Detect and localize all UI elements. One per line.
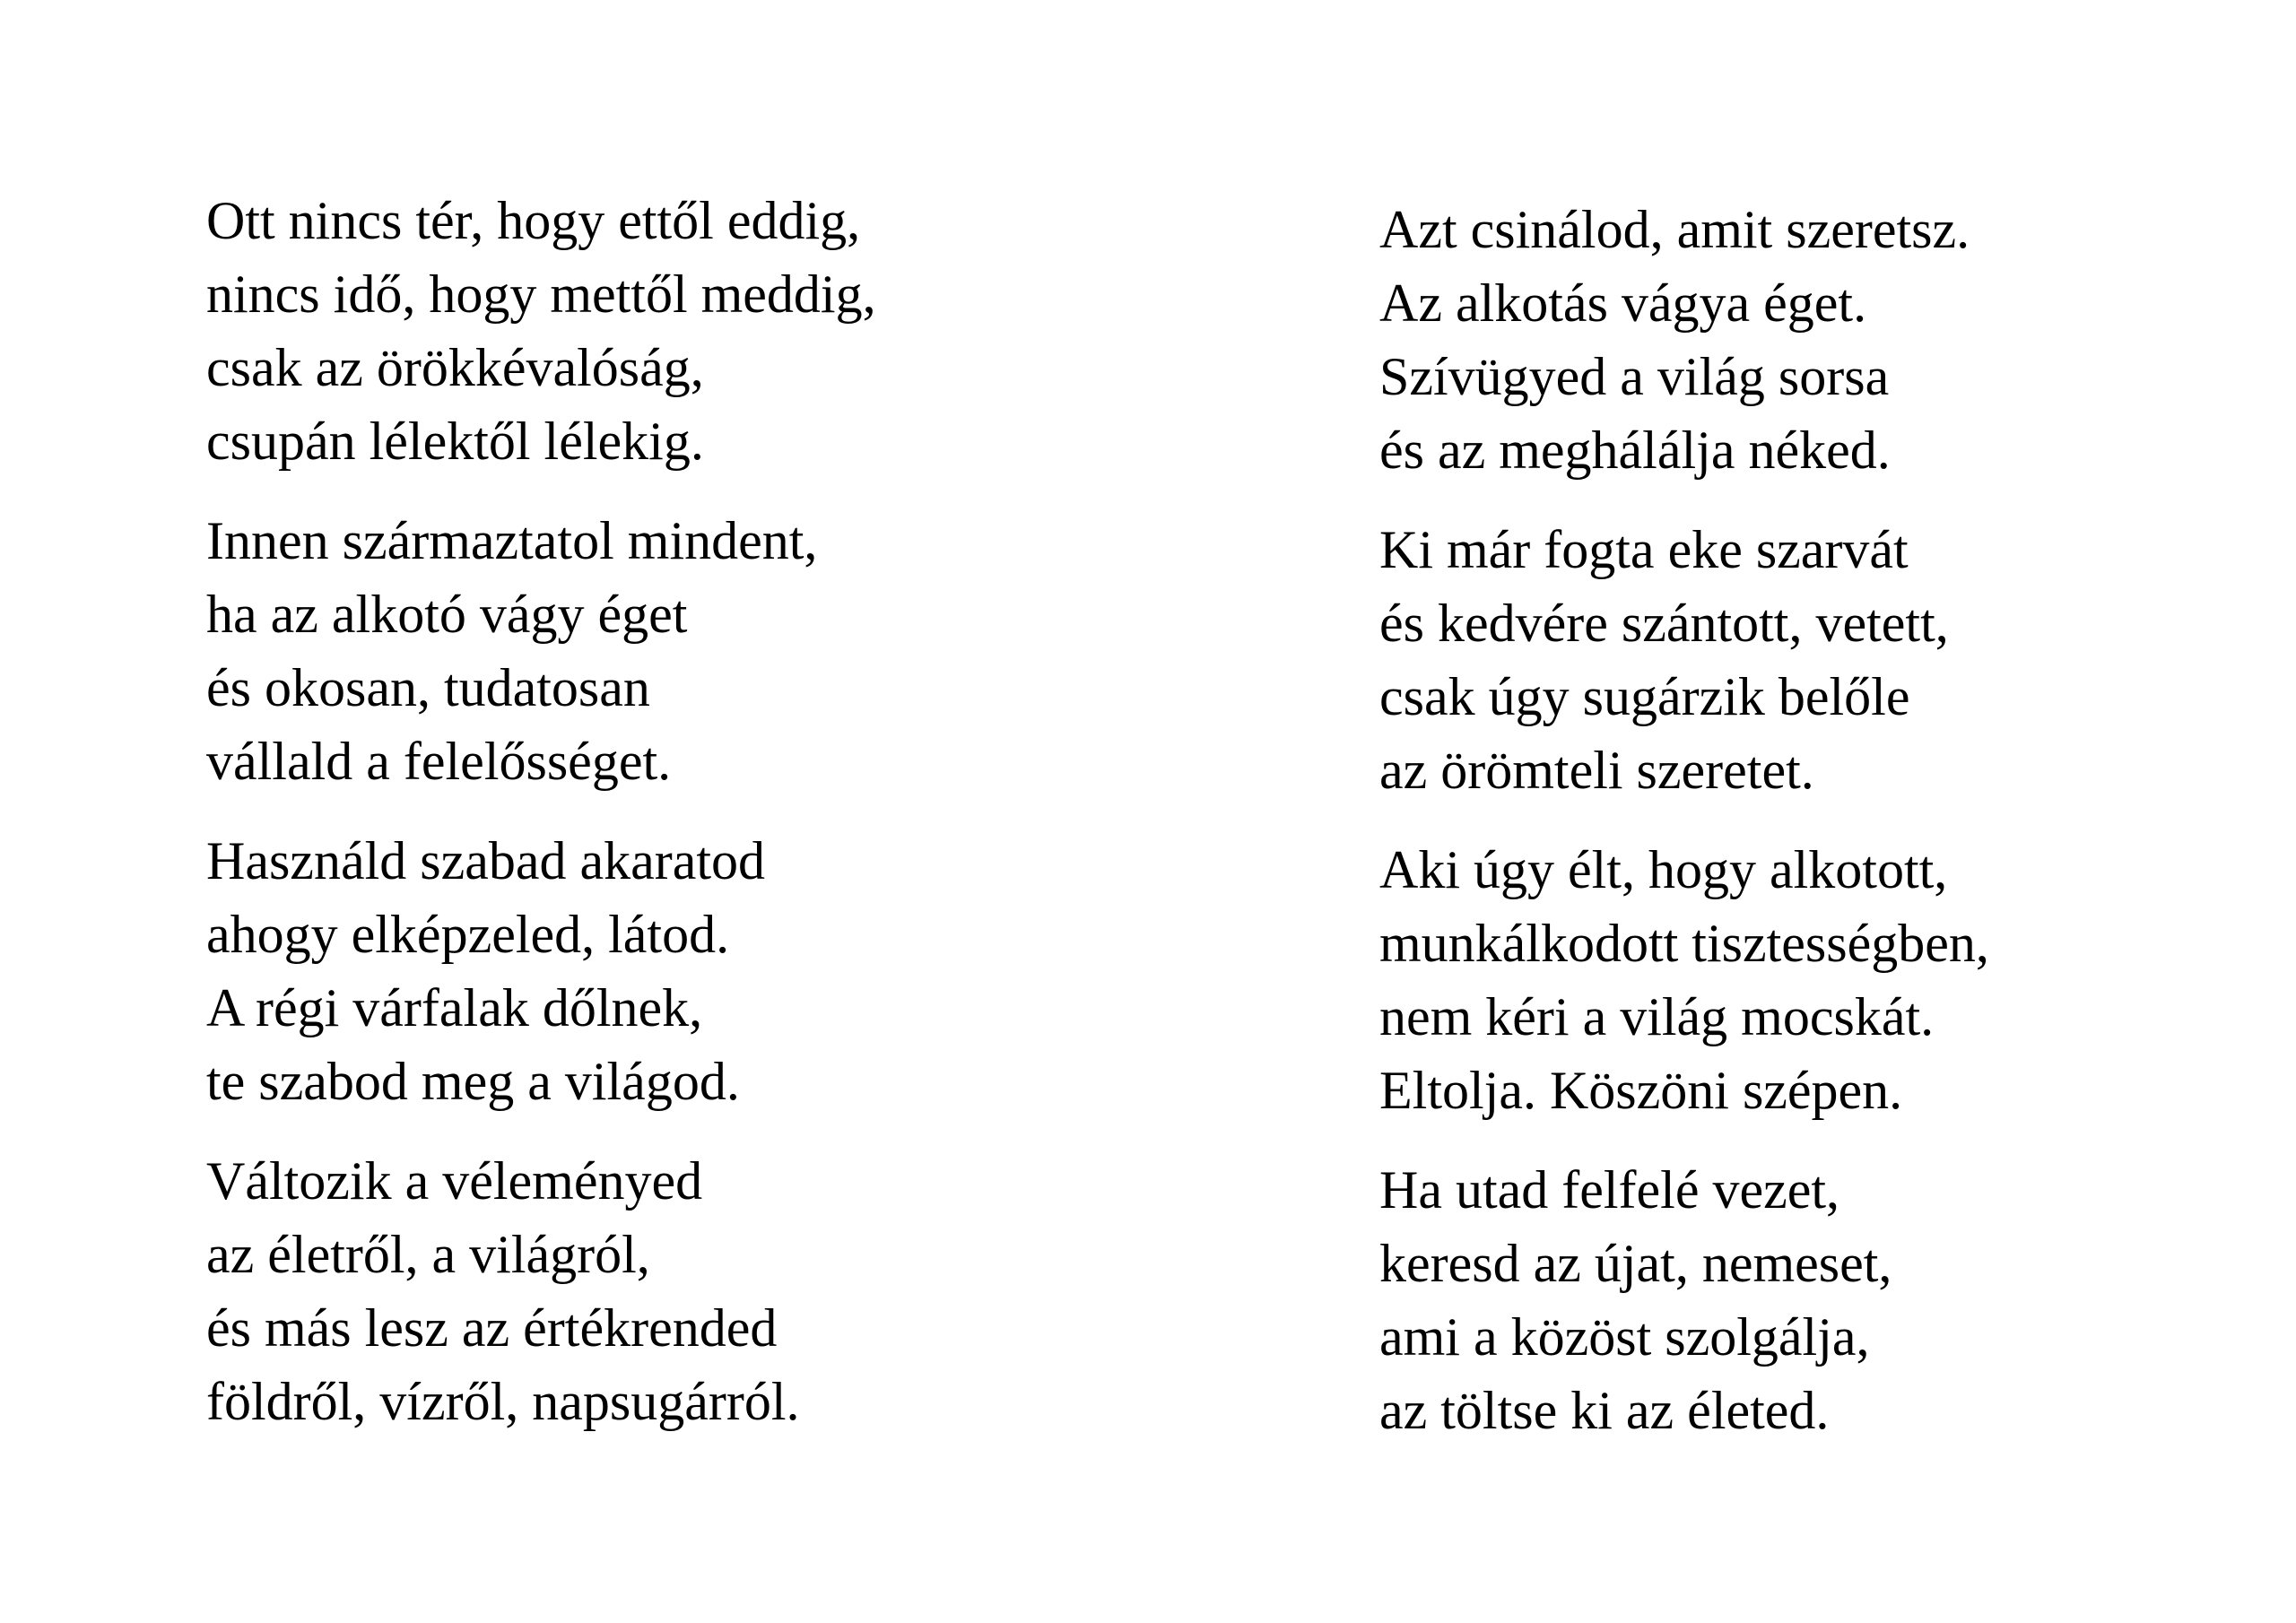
poem-line: Eltolja. Köszöni szépen.: [1379, 1061, 1903, 1120]
poem-line: Az alkotás vágya éget.: [1379, 273, 1867, 333]
poem-line: földről, vízről, napsugárról.: [206, 1372, 800, 1431]
poem-line: és kedvére szántott, vetett,: [1379, 594, 1949, 653]
stanza: [1379, 1153, 1989, 1447]
poem-line: Innen származtatol mindent,: [206, 511, 818, 570]
poem-line: vállald a felelősséget.: [206, 732, 672, 791]
poem-column-right: [1379, 193, 1989, 1473]
poem-line: nincs idő, hogy mettől meddig,: [206, 265, 876, 324]
poem-line: Ott nincs tér, hogy ettől eddig,: [206, 191, 861, 250]
poem-line: keresd az újat, nemeset,: [1379, 1234, 1892, 1293]
poem-line: ami a közöst szolgálja,: [1379, 1307, 1870, 1367]
poem-line: az töltse ki az életed.: [1379, 1381, 1830, 1440]
poem-line: csak úgy sugárzik belőle: [1379, 667, 1910, 726]
poem-line: Aki úgy élt, hogy alkotott,: [1379, 840, 1948, 899]
poem-line: nem kéri a világ mocskát.: [1379, 987, 1935, 1046]
stanza: [1379, 193, 1989, 487]
poem-line: és más lesz az értékrended: [206, 1298, 778, 1358]
stanza: [206, 184, 876, 478]
poem-line: A régi várfalak dőlnek,: [206, 978, 703, 1037]
poem-line: az örömteli szeretet.: [1379, 741, 1814, 800]
poem-line: Ha utad felfelé vezet,: [1379, 1160, 1840, 1219]
poem-line: Használd szabad akaratod: [206, 831, 766, 890]
poem-line: csak az örökkévalóság,: [206, 338, 704, 397]
stanza: [1379, 833, 1989, 1127]
poem-line: Változik a véleményed: [206, 1151, 703, 1211]
poem-line: Ki már fogta eke szarvát: [1379, 520, 1909, 579]
poem-column-left: [206, 184, 876, 1464]
poem-line: te szabod meg a világod.: [206, 1052, 740, 1111]
stanza: [206, 1144, 876, 1438]
stanza: [206, 824, 876, 1118]
poem-line: Azt csinálod, amit szeretsz.: [1379, 200, 1970, 259]
poem-line: Szívügyed a világ sorsa: [1379, 347, 1890, 406]
poem-line: az életről, a világról,: [206, 1225, 650, 1284]
poem-line: csupán lélektől lélekig.: [206, 412, 704, 471]
poem-line: munkálkodott tisztességben,: [1379, 914, 1989, 973]
poem-line: és az meghálálja néked.: [1379, 421, 1891, 480]
poem-line: és okosan, tudatosan: [206, 658, 650, 717]
stanza: [1379, 513, 1989, 807]
poem-line: ahogy elképzeled, látod.: [206, 905, 730, 964]
stanza: [206, 504, 876, 798]
poem-line: ha az alkotó vágy éget: [206, 585, 688, 644]
